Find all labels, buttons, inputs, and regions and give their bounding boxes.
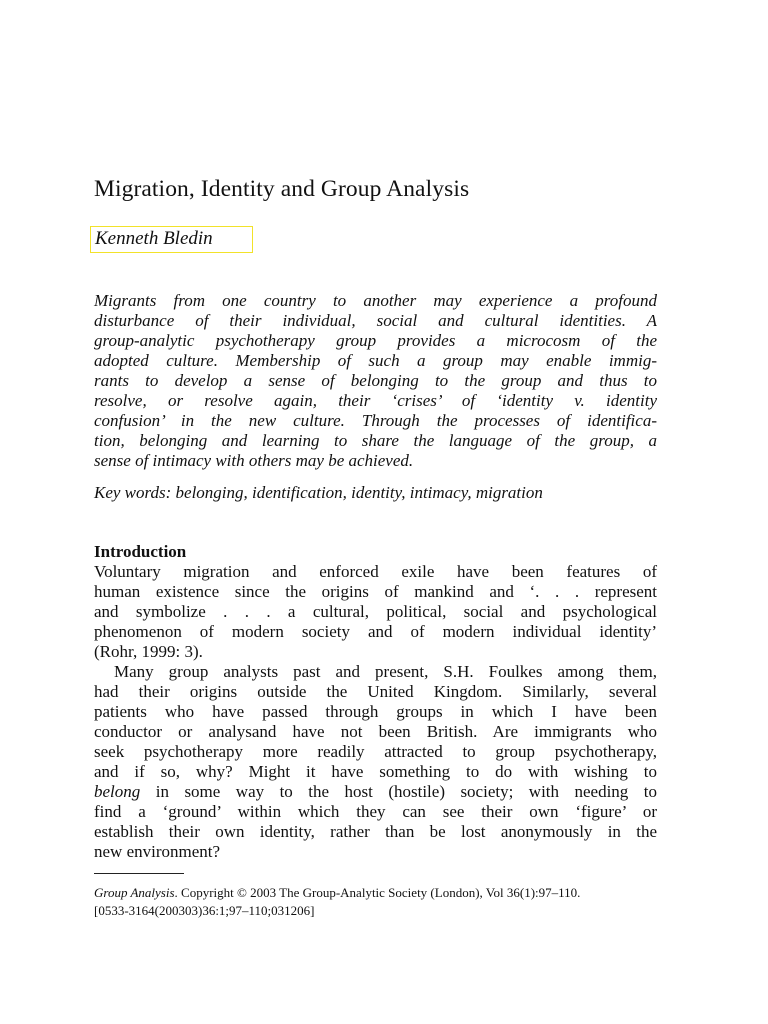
paragraph-line: conductor or analysand have not been British. Are immigrants who: [94, 722, 657, 741]
article-title: Migration, Identity and Group Analysis: [94, 176, 470, 202]
abstract-line: group-analytic psychotherapy group provides a microcosm of the: [94, 331, 657, 350]
paragraph-line: had their origins outside the United Kingdom. Similarly, several: [94, 682, 657, 701]
paragraph-line: phenomenon of modern society and of modern individual identity’: [94, 622, 657, 641]
copyright-text: . Copyright © 2003 The Group-Analytic Society (London), Vol 36(1):97–110.: [174, 885, 581, 900]
abstract-line: disturbance of their individual, social and cultural identities. A: [94, 311, 657, 330]
abstract-line: Migrants from one country to another may experience a profound: [94, 291, 657, 310]
author-highlight-box: [90, 226, 253, 253]
paragraph-line: and symbolize . . . a cultural, political, social and psychological: [94, 602, 657, 621]
paragraph-line: seek psychotherapy more readily attracted to group psychotherapy,: [94, 742, 657, 761]
keywords: Key words: belonging, identification, identity, intimacy, migration: [94, 483, 543, 502]
paragraph-line: Many group analysts past and present, S.H. Foulkes among them,: [114, 662, 657, 681]
journal-name: Group Analysis: [94, 885, 175, 900]
paragraph-line: Voluntary migration and enforced exile have been features of: [94, 562, 657, 581]
abstract-line: resolve, or resolve again, their ‘crises’ of ‘identity v. identity: [94, 391, 657, 410]
paragraph-line: new environment?: [94, 842, 221, 861]
abstract-line: sense of intimacy with others may be achieved.: [94, 451, 414, 470]
paragraph-line-mixed: [94, 782, 657, 802]
author-name: Kenneth Bledin: [95, 228, 213, 249]
paragraph-1: [94, 562, 657, 662]
paragraph-line: human existence since the origins of mankind and ‘. . . represent: [94, 582, 657, 601]
paragraph-line: find a ‘ground’ within which they can see their own ‘figure’ or: [94, 802, 657, 821]
abstract-line: tion, belonging and learning to share the language of the group, a: [94, 431, 657, 450]
paragraph-2: [94, 662, 657, 862]
footnote-rule: [94, 873, 184, 874]
emphasis-word: belong: [94, 782, 141, 801]
abstract-line: confusion’ in the new culture. Through the processes of identifica-: [94, 411, 657, 430]
abstract-line: rants to develop a sense of belonging to the group and thus to: [94, 371, 657, 390]
paragraph-line-rest: in some way to the host (hostile) society; with needing to: [140, 782, 657, 801]
paragraph-line: establish their own identity, rather than be lost anonymously in the: [94, 822, 657, 841]
footnote-code: [0533-3164(200303)36:1;97–110;031206]: [94, 903, 315, 918]
abstract: [94, 291, 657, 471]
section-heading: Introduction: [94, 542, 187, 561]
paragraph-line: and if so, why? Might it have something to do with wishing to: [94, 762, 657, 781]
footnote-citation: [94, 884, 657, 902]
abstract-line: adopted culture. Membership of such a group may enable immig-: [94, 351, 657, 370]
paragraph-line: patients who have passed through groups in which I have been: [94, 702, 657, 721]
paragraph-line: (Rohr, 1999: 3).: [94, 642, 203, 661]
